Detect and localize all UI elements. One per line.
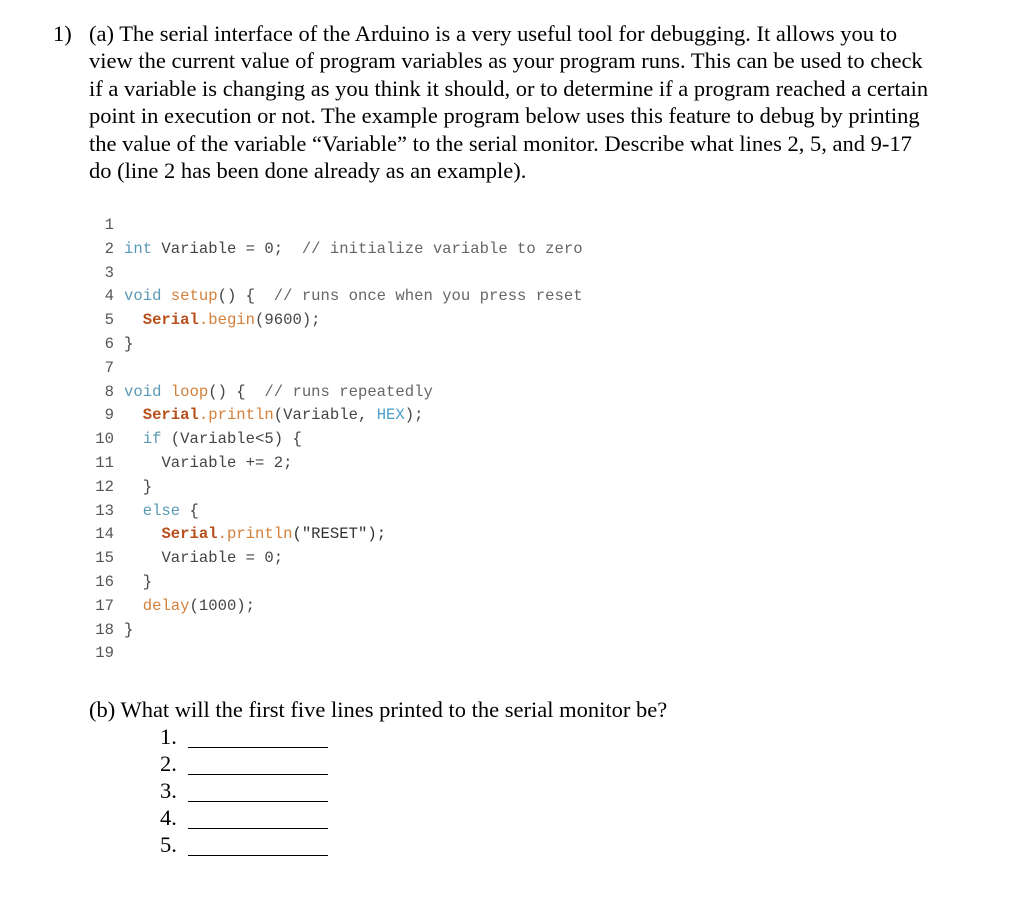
code-line-19	[92, 642, 583, 666]
code-text: {	[180, 501, 199, 520]
keyword: if	[142, 430, 162, 449]
answer-blank[interactable]	[188, 855, 328, 856]
answer-row-3	[160, 777, 186, 804]
line-number: 7	[104, 358, 114, 377]
answer-row-4	[160, 804, 186, 831]
code-text: }	[124, 334, 134, 353]
code-comment: // initialize variable to zero	[301, 239, 583, 258]
code-line-12	[92, 476, 583, 500]
question-1	[53, 20, 1003, 184]
line-number: 13	[95, 501, 114, 520]
class-name: Serial	[161, 525, 218, 544]
line-number: 15	[95, 549, 114, 568]
line-number: 9	[104, 406, 114, 425]
line-number: 6	[104, 334, 114, 353]
question-line: view the current value of program variables as your program runs. This can be used to check	[89, 48, 923, 74]
answer-row-1	[160, 723, 186, 750]
answer-blank[interactable]	[188, 801, 328, 802]
line-number: 19	[95, 644, 114, 663]
answer-row-5	[160, 831, 186, 858]
code-text: }	[142, 572, 153, 591]
code-line-4	[92, 285, 583, 309]
code-line-11	[92, 452, 583, 476]
code-line-2	[92, 238, 583, 262]
code-line-7	[92, 357, 583, 381]
line-number: 10	[95, 430, 114, 449]
line-number: 14	[95, 525, 114, 544]
code-line-18	[92, 619, 583, 643]
code-line-15	[92, 547, 583, 571]
code-line-1	[92, 214, 583, 238]
code-text: () {	[217, 287, 274, 306]
function-name: .println	[198, 406, 274, 425]
line-number: 5	[104, 311, 114, 330]
code-line-6	[92, 333, 583, 357]
code-text: Variable = 0;	[161, 549, 284, 568]
line-number: 4	[104, 287, 114, 306]
code-text: }	[124, 620, 134, 639]
code-text: ("RESET");	[292, 525, 387, 544]
answer-blank[interactable]	[188, 747, 328, 748]
code-text: () {	[208, 382, 265, 401]
question-line: the value of the variable “Variable” to the serial monitor. Describe what lines 2, 5, and 9-17	[89, 130, 912, 156]
code-text: );	[404, 406, 424, 425]
class-name: Serial	[142, 311, 199, 330]
answer-blank[interactable]	[188, 774, 328, 775]
answer-label: 5.	[160, 832, 177, 857]
code-line-17	[92, 595, 583, 619]
code-text: Variable += 2;	[161, 453, 293, 472]
part-b-prompt: (b) What will the first five lines printed to the serial monitor be?	[89, 697, 668, 722]
question-number: 1)	[53, 21, 72, 46]
code-text: Variable = 0;	[152, 239, 302, 258]
function-name: .println	[217, 525, 293, 544]
answer-row-2	[160, 750, 186, 777]
line-number: 12	[95, 477, 114, 496]
line-number: 3	[104, 263, 114, 282]
code-line-10	[92, 428, 583, 452]
function-name: setup	[170, 287, 218, 306]
code-listing	[92, 214, 583, 666]
answer-label: 3.	[160, 778, 177, 803]
line-number: 11	[95, 453, 114, 472]
code-line-8	[92, 381, 583, 405]
code-line-16	[92, 571, 583, 595]
keyword: void	[124, 287, 162, 306]
question-line: (a) The serial interface of the Arduino is a very useful tool for debugging. It allows you to	[89, 21, 898, 46]
function-name: .begin	[198, 311, 256, 330]
code-line-13	[92, 500, 583, 524]
code-text: }	[142, 477, 153, 496]
code-comment: // runs repeatedly	[264, 382, 433, 401]
line-number: 2	[104, 239, 114, 258]
answer-blank[interactable]	[188, 828, 328, 829]
answer-label: 1.	[160, 724, 177, 749]
code-text: (Variable<5) {	[161, 430, 302, 449]
line-number: 1	[104, 216, 114, 234]
code-line-9	[92, 404, 583, 428]
answer-label: 2.	[160, 751, 177, 776]
code-text: (1000);	[189, 596, 256, 615]
keyword: void	[124, 382, 162, 401]
line-number: 8	[104, 382, 114, 401]
code-line-3	[92, 262, 583, 286]
code-line-5	[92, 309, 583, 333]
code-line-14	[92, 523, 583, 547]
keyword: else	[142, 501, 181, 520]
keyword: int	[124, 239, 153, 258]
answer-label: 4.	[160, 805, 177, 830]
function-name: delay	[142, 596, 190, 615]
question-line: point in execution or not. The example program below uses this feature to debug by printing	[89, 103, 920, 129]
line-number: 16	[95, 572, 114, 591]
question-line: if a variable is changing as you think it should, or to determine if a program reached a certain	[89, 75, 929, 101]
line-number: 17	[95, 596, 114, 615]
question-text	[89, 20, 1003, 184]
line-number: 18	[95, 620, 114, 639]
answer-list	[160, 723, 186, 858]
code-text: (9600);	[255, 311, 321, 330]
function-name: loop	[170, 382, 209, 401]
class-name: Serial	[142, 406, 199, 425]
code-text: (Variable,	[273, 406, 377, 425]
constant: HEX	[376, 406, 405, 425]
question-line: do (line 2 has been done already as an example).	[89, 158, 527, 184]
code-comment: // runs once when you press reset	[273, 287, 583, 306]
